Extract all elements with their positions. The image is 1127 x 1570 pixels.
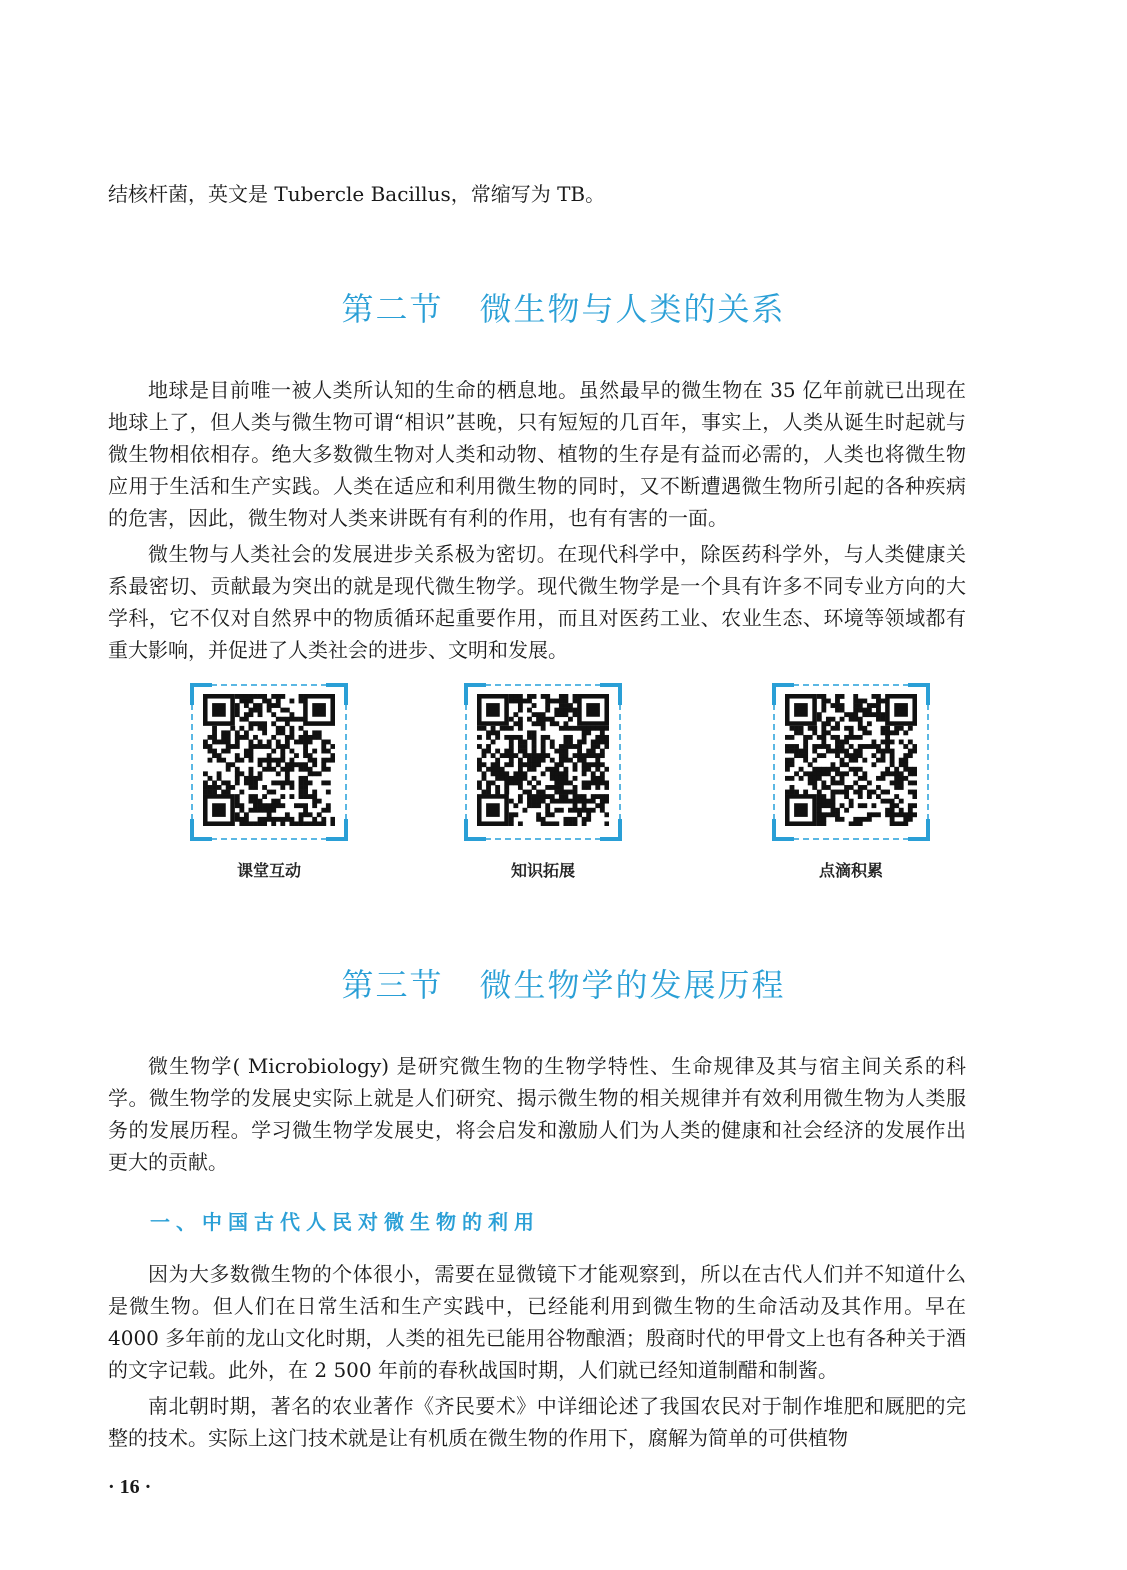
page-number: · 16 · [108,1476,152,1498]
section-2-number: 第二节 [341,290,444,328]
section-3-title [0,960,1127,1006]
qr-label-knowledge: 知识拓展 [510,861,575,880]
subsection-paragraph-1: 因为大多数微生物的个体很小，需要在显微镜下才能观察到，所以在古代人们并不知道什么是微生物。但人们在日常生活和生产实践中，已经能利用到微生物的生命活动及其作用。早在 4000 多年前的龙山文化时期，人类的祖先已能用谷物酿酒；殷商时代的甲骨文上也有各种关于酒的文字记载。此外，在 2 500 年前的春秋战国时期，人们就已经知道制醋和制酱。 [108,1262,966,1382]
subheading: 一、中国古代人民对微生物的利用 [150,1210,540,1234]
section-2-heading: 微生物与人类的关系 [479,290,786,328]
qr-card-accumulation[interactable] [773,684,929,840]
qr-code-icon[interactable] [785,694,917,826]
section-2-paragraph-2: 微生物与人类社会的发展进步关系极为密切。在现代科学中，除医药科学外，与人类健康关系最密切、贡献最为突出的就是现代微生物学。现代微生物学是一个具有许多不同专业方向的大学科，它不仅对自然界中的物质循环起重要作用，而且对医药工业、农业生态、环境等领域都有重大影响，并促进了人类社会的进步、文明和发展。 [108,542,966,662]
subsection-paragraph-2: 南北朝时期，著名的农业著作《齐民要术》中详细论述了我国农民对于制作堆肥和厩肥的完整的技术。实际上这门技术就是让有机质在微生物的作用下，腐解为简单的可供植物 [108,1394,966,1450]
qr-label-accumulation: 点滴积累 [818,861,883,880]
qr-card-classroom[interactable] [191,684,347,840]
qr-code-icon[interactable] [203,694,335,826]
qr-code-icon[interactable] [477,694,609,826]
qr-label-classroom: 课堂互动 [236,861,301,880]
section-2-paragraph-1: 地球是目前唯一被人类所认知的生命的栖息地。虽然最早的微生物在 35 亿年前就已出现在地球上了，但人类与微生物可谓“相识”甚晚，只有短短的几百年，事实上，人类从诞生时起就与微生物相依相存。绝大多数微生物对人类和动物、植物的生存是有益而必需的，人类也将微生物应用于生活和生产实践。人类在适应和利用微生物的同时，又不断遭遇微生物所引起的各种疾病的危害，因此，微生物对人类来讲既有有利的作用，也有有害的一面。 [108,378,966,530]
section-3-number: 第三节 [341,966,444,1004]
qr-card-knowledge[interactable] [465,684,621,840]
section-2-title [0,284,1127,330]
section-3-paragraph-1: 微生物学( Microbiology) 是研究微生物的生物学特性、生命规律及其与宿主间关系的科学。微生物学的发展史实际上就是人们研究、揭示微生物的相关规律并有效利用微生物为人类服务的发展历程。学习微生物学发展史，将会启发和激励人们为人类的健康和社会经济的发展作出更大的贡献。 [108,1054,966,1174]
section-3-heading: 微生物学的发展历程 [479,966,786,1004]
intro-line: 结核杆菌，英文是 Tubercle Bacillus，常缩写为 TB。 [108,182,606,206]
